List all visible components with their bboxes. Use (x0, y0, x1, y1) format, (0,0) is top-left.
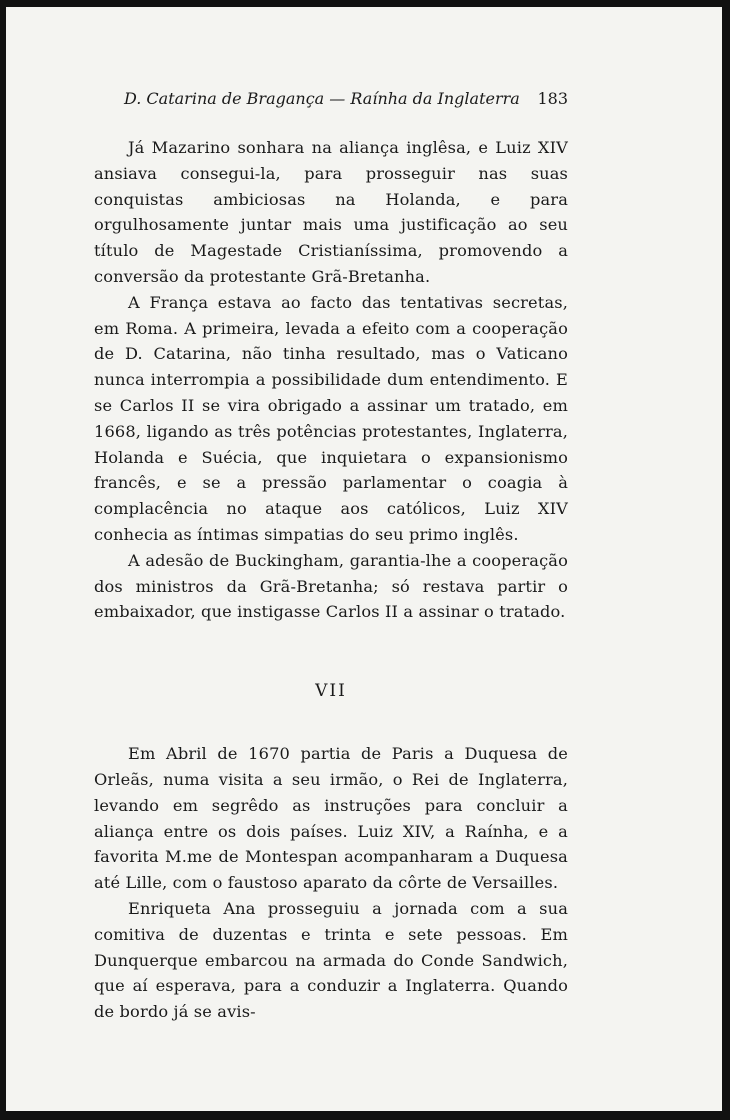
paragraph: Já Mazarino sonhara na aliança inglêsa, e Luiz XIV ansiava consegui-la, para prosseguir nas suas conquistas ambiciosas na Holanda, e para orgulhosamente juntar mais uma justificação ao seu título de Magestade Cristianíssima, promovendo a conversão da protestante Grã-Bretanha. (94, 138, 568, 286)
paragraph: A adesão de Buckingham, garantia-lhe a cooperação dos ministros da Grã-Bretanha; só restava partir o embaixador, que instigasse Carlos II a assinar o tratado. (94, 550, 568, 622)
running-title: D. Catarina de Bragança — Raínha da Inglaterra (124, 89, 520, 108)
paragraph: Em Abril de 1670 partia de Paris a Duquesa de Orleãs, numa visita a seu irmão, o Rei de Inglaterra, levando em segrêdo as instruções para concluir a aliança entre os dois países. Luiz XIV, a Raínha, e a favorita M.me de Montespan acompanharam a Duquesa até Lille, com o faustoso aparato da côrte de Versailles. (94, 744, 568, 893)
paragraph: A França estava ao facto das tentativas secretas, em Roma. A primeira, levada a efeito com a cooperação de D. Catarina, não tinha resultado, mas o Vaticano nunca interrompia a possibilidade dum entendimento. E se Carlos II se vira obrigado a assinar um tratado, em 1668, ligando as três potências protestantes, Inglaterra, Holanda e Suécia, que inquietara o expansionismo francês, e se a pressão parlamentar o coagia à complacência no ataque aos católicos, Luiz XIV conhecia as íntimas simpatias do seu primo inglês. (94, 292, 568, 544)
page-number: 183 (537, 89, 568, 108)
book-page (94, 89, 568, 1025)
running-head (124, 89, 568, 123)
paragraph: Enriqueta Ana prosseguiu a jornada com a sua comitiva de duzentas e trinta e sete pessoas. Em Dunquerque embarcou na armada do Conde Sandwich, que aí esperava, para a conduzir a Inglaterra. Quando de bordo já se avis- (94, 898, 568, 1022)
section-number: VII (315, 681, 347, 702)
